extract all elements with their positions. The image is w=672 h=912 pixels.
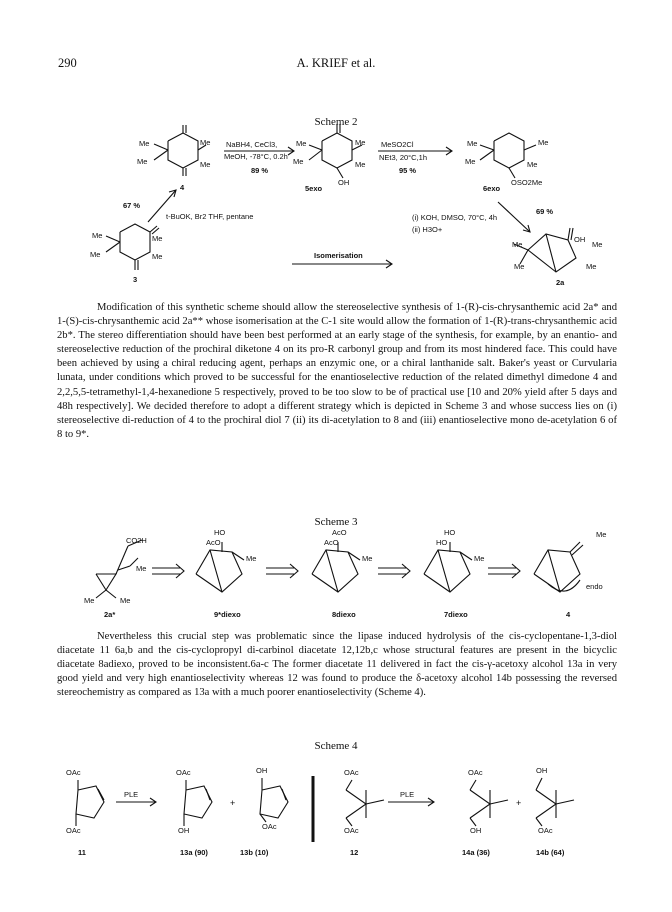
ho-label: HO <box>436 538 448 547</box>
oac-label: OAc <box>538 826 553 835</box>
ple-label: PLE <box>400 790 415 799</box>
plus-sign: + <box>516 798 522 808</box>
page-number: 290 <box>58 56 77 70</box>
ho-label: HO <box>214 528 226 537</box>
scheme-4-label-12: 12 <box>350 848 359 857</box>
me-label: Me <box>465 157 476 166</box>
compound-4-label: 4 <box>180 183 185 192</box>
running-title: A. KRIEF et al. <box>296 56 376 70</box>
plus-sign: + <box>230 798 236 808</box>
reagent-2b: NEt3, 20°C,1h <box>379 153 428 162</box>
me-label: Me <box>200 138 211 147</box>
reagent-2a: MeSO2Cl <box>381 140 414 149</box>
me-label: Me <box>136 564 147 573</box>
scheme-3-title: Scheme 3 <box>314 516 358 528</box>
me-label: Me <box>514 262 525 271</box>
scheme-3-label-8: 8diexo <box>332 610 356 619</box>
scheme-4-label-13a: 13a (90) <box>180 848 208 857</box>
paragraph-1-text: Modification of this synthetic scheme should allow the stereoselective synthesis of 1-(R)-cis-chrysanthemic acid 2a* and 1-(S)-cis-chrysanthemic acid 2a** whose isomerisation at the C-1 site would allow the formation of 1-(R)-trans-chrysanthemic acid 2b*. The stereo differentiation should have been best performed at an early stage of the synthesis, for example, by an enantio- and stereoselective reduction of the prochiral diketone 4 on its pro-R carbonyl group and from its most hindered face. This could have been achieved by using a chiral reducing agent, perhaps an enzymic one, or a chiral lanthanide salt. Baker's yeast or Curvularia lunata, under conditions which proved to be successful for the enantioselective reduction of the related dimethyl dimedone 4 and 2,2,5,5-tetramethyl-1,4-hexanedione 5 respectively, proved to be too slow to be of practical use [10 and 20% yield after 5 days and 48h respectively]. We decided therefore to adopt a different strategy which is depicted in Scheme 3 and whose success lies on (i) stereoselective di-reduction of 4 to the prochiral diol 7 (ii) its di-acetylation to 8 and (iii) enantioselective mono de-acetylation 6 of 8 to 9*. <box>57 302 617 440</box>
me-label: Me <box>592 240 603 249</box>
me-label: Me <box>293 157 304 166</box>
oh-label: OH <box>338 178 350 187</box>
ho-label: HO <box>444 528 456 537</box>
me-label: Me <box>139 139 150 148</box>
me-label: Me <box>246 554 257 563</box>
compound-5-label: 5exo <box>305 184 323 193</box>
yield-1: 89 % <box>251 166 269 175</box>
scheme-4-label-14b: 14b (64) <box>536 848 565 857</box>
me-label: Me <box>137 157 148 166</box>
endo-label: endo <box>586 582 603 591</box>
me-label: Me <box>120 596 131 605</box>
oac-label: OAc <box>344 768 359 777</box>
reagent-1b: MeOH, -78°C, 0.2h <box>224 152 288 161</box>
oac-label: OAc <box>344 826 359 835</box>
me-label: Me <box>296 139 307 148</box>
scheme-3-label-2a: 2a* <box>104 610 116 619</box>
yield-3: 67 % <box>123 201 141 210</box>
me-label: Me <box>355 160 366 169</box>
oac-label: OAc <box>66 826 81 835</box>
scheme-3-label-7: 7diexo <box>444 610 468 619</box>
oac-label: OAc <box>262 822 277 831</box>
oh-label: OH <box>256 766 268 775</box>
scheme-4-label-14a: 14a (36) <box>462 848 490 857</box>
reagent-4b: (ii) H3O+ <box>412 225 443 234</box>
oso2me-label: OSO2Me <box>511 178 543 187</box>
me-label: Me <box>84 596 95 605</box>
oh-label: OH <box>178 826 190 835</box>
compound-2a-label: 2a <box>556 278 565 287</box>
me-label: Me <box>152 234 163 243</box>
paragraph-2-text: Nevertheless this crucial step was problematic since the lipase induced hydrolysis of the cis-cyclopentane-1,3-diol diacetate 11 6a,b and the cis-cyclopropyl di-carbinol diacetate 12,12b,c whose structural features are present in the bicyclic diacetate 8adiexo, proved to be inconsistent.6a-c The former diacetate 11 delivered in fact the cis-γ-acetoxy alcohol 13a in very good yield and very high enantioselectivity whereas 12 was found to produce the δ-acetoxy alcohol 14b possessing the reversed stereochemistry as compared as 13a with a much poorer enantioselectivity (Scheme 4). <box>57 631 617 699</box>
oh-label: OH <box>574 235 586 244</box>
me-label: Me <box>596 530 607 539</box>
oac-label: OAc <box>66 768 81 777</box>
scheme-4-label-13b: 13b (10) <box>240 848 269 857</box>
me-label: Me <box>200 160 211 169</box>
aco-label: AcO <box>332 528 347 537</box>
oac-label: OAc <box>176 768 191 777</box>
scheme-4-label-11: 11 <box>78 848 86 857</box>
yield-2: 95 % <box>399 166 417 175</box>
ple-label: PLE <box>124 790 139 799</box>
aco-label: AcO <box>324 538 339 547</box>
me-label: Me <box>362 554 373 563</box>
me-label: Me <box>474 554 485 563</box>
me-label: Me <box>467 139 478 148</box>
compound-6-label: 6exo <box>483 184 501 193</box>
me-label: Me <box>90 250 101 259</box>
me-label: Me <box>152 252 163 261</box>
reagent-3: t-BuOK, Br2 THF, pentane <box>166 212 254 221</box>
me-label: Me <box>355 138 366 147</box>
scheme-4-title: Scheme 4 <box>314 740 358 752</box>
aco-label: AcO <box>206 538 221 547</box>
reagent-4a: (i) KOH, DMSO, 70°C, 4h <box>412 213 498 222</box>
me-label: Me <box>92 231 103 240</box>
yield-4: 69 % <box>536 207 554 216</box>
reagent-1a: NaBH4, CeCl3, <box>226 140 278 149</box>
scheme-3-label-9: 9*diexo <box>214 610 241 619</box>
scheme-3-label-4: 4 <box>566 610 571 619</box>
co2h-label: CO2H <box>126 536 147 545</box>
scheme-2-title: Scheme 2 <box>314 116 358 128</box>
oac-label: OAc <box>468 768 483 777</box>
oh-label: OH <box>470 826 482 835</box>
me-label: Me <box>527 160 538 169</box>
me-label: Me <box>512 240 523 249</box>
isomerisation-label: Isomerisation <box>314 251 363 260</box>
me-label: Me <box>538 138 549 147</box>
me-label: Me <box>586 262 597 271</box>
compound-3-label: 3 <box>133 275 138 284</box>
oh-label: OH <box>536 766 548 775</box>
